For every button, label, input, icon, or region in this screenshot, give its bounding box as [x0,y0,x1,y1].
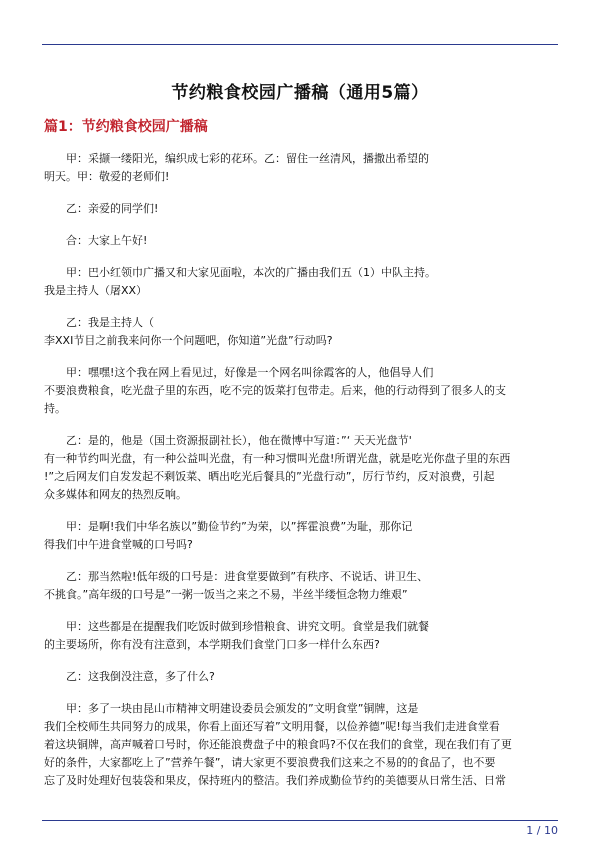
paragraph-line: 忘了及时处理好包装袋和果皮，保持班内的整洁。我们养成勤俭节约的美德要从日常生活、日常 [44,774,506,787]
paragraph-line: 乙：我是主持人（ [66,316,154,329]
paragraph-line: 持。 [44,402,66,415]
paragraph-line: 明天。甲：敬爱的老师们! [44,170,170,183]
paragraph-line: 李XXI节目之前我来问你一个问题吧，你知道”光盘”行动吗? [44,334,333,347]
paragraph-line: 的主要场所，你有没有注意到，本学期我们食堂门口多一样什么东西? [44,638,380,651]
paragraph-line: 乙：亲爱的同学们! [66,202,159,215]
top-rule [42,44,558,45]
paragraph-line: 有一种节约叫光盘，有一种公益叫光盘，有一种习惯叫光盘!所谓光盘，就是吃光你盘子里的东西 [44,452,511,465]
paragraph-line: 乙：那当然啦!低年级的口号是：进食堂要做到”有秩序、不说话、讲卫生、 [66,570,429,583]
paragraph [44,364,562,418]
paragraph [44,618,562,654]
paragraph [44,700,562,790]
paragraph-line: 众多媒体和网友的热烈反响。 [44,488,187,501]
paragraph-line: 甲：多了一块由昆山市精神文明建设委员会颁发的”文明食堂”铜牌，这是 [66,702,419,715]
paragraph-line: 乙：是的，他是（国土资源报副社长），他在微博中写道：”‘ 天天光盘节' [66,434,412,447]
document-body [44,150,562,804]
paragraph-line: 合：大家上午好! [66,234,148,247]
paragraph [44,200,562,218]
paragraph [44,568,562,604]
bottom-rule [42,820,558,821]
paragraph [44,264,562,300]
paragraph-line: 我们全校师生共同努力的成果，你看上面还写着”文明用餐，以俭养德”呢!每当我们走进食堂看 [44,720,500,733]
paragraph-line: 不要浪费粮食，吃光盘子里的东西，吃不完的饭菜打包带走。后来，他的行动得到了很多人的支 [44,384,506,397]
paragraph-line: 着这块铜牌，高声喊着口号时，你还能浪费盘子中的粮食吗?不仅在我们的食堂，现在我们有了更 [44,738,512,751]
paragraph-line: 得我们中午进食堂喊的口号吗? [44,538,193,551]
paragraph [44,150,562,186]
page-indicator: 1 / 10 [526,824,558,837]
paragraph-line: 好的条件，大家都吃上了”营养午餐”，请大家更不要浪费我们这来之不易的的食品了，也不要 [44,756,496,769]
paragraph-line: 我是主持人（屠XX） [44,284,148,297]
paragraph [44,668,562,686]
paragraph [44,232,562,250]
paragraph-line: 乙：这我倒没注意，多了什么? [66,670,215,683]
paragraph [44,432,562,504]
paragraph-line: 不挑食。”高年级的口号是”一粥一饭当之来之不易，半丝半缕恒念物力维艰” [44,588,408,601]
paragraph-line: 甲：嘿嘿!这个我在网上看见过，好像是一个网名叫徐霞客的人，他倡导人们 [66,366,434,379]
paragraph-line: 甲：这些都是在提醒我们吃饭时做到珍惜粮食、讲究文明。食堂是我们就餐 [66,620,429,633]
paragraph-line: 甲：是啊!我们中华名族以”勤俭节约”为荣，以”挥霍浪费”为耻，那你记 [66,520,413,533]
paragraph-line: 甲：采撷一缕阳光，编织成七彩的花环。乙：留住一丝清风，播撒出希望的 [66,152,429,165]
paragraph [44,314,562,350]
document-title: 节约粮食校园广播稿（通用5篇） [171,83,429,103]
section-heading: 篇1：节约粮食校园广播稿 [44,119,208,135]
paragraph-line: 甲：巴小红领巾广播又和大家见面啦，本次的广播由我们五（1）中队主持。 [66,266,436,279]
paragraph [44,518,562,554]
paragraph-line: !”之后网友们自发发起不剩饭菜、晒出吃光后餐具的”光盘行动”，厉行节约，反对浪费，引起 [44,470,495,483]
